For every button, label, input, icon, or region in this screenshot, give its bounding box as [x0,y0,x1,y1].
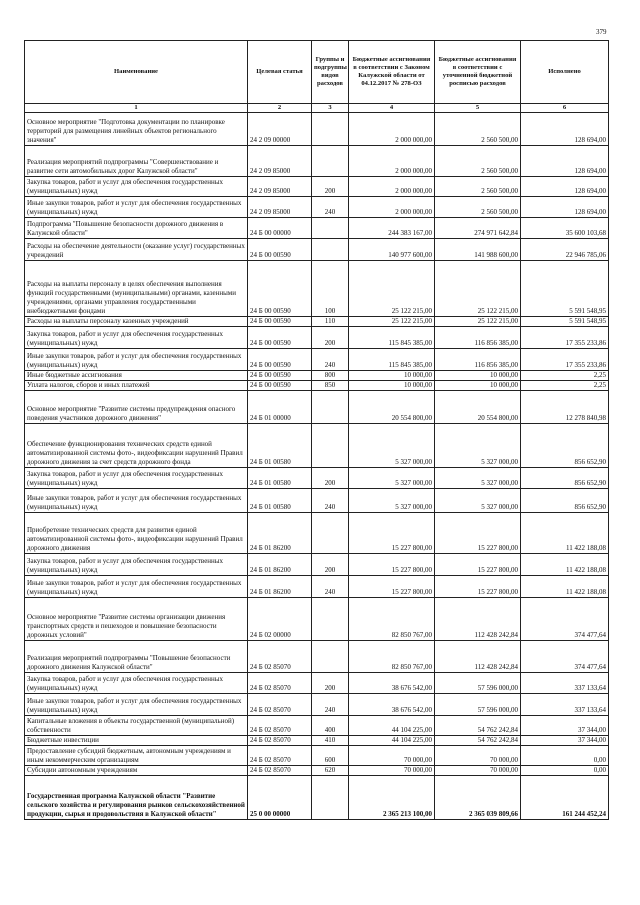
table-row [25,513,609,554]
row-done-cell: 374 477,64 [521,598,609,641]
row-kind-cell: 200 [312,468,349,489]
column-number: 3 [312,104,349,113]
table-row [25,489,609,513]
table-row [25,391,609,424]
row-list-cell: 5 327 000,00 [435,424,521,468]
row-law-cell: 5 327 000,00 [349,489,435,513]
row-law-cell: 25 122 215,00 [349,261,435,317]
column-number-row [25,104,609,113]
row-code-cell: 24 Б 00 00590 [248,317,312,327]
row-done-cell: 0,00 [521,766,609,776]
budget-table [24,40,609,820]
row-law-cell: 2 365 213 100,00 [349,776,435,820]
row-done-cell: 2,25 [521,381,609,391]
row-list-cell: 274 971 642,84 [435,218,521,239]
row-code-cell: 24 Б 01 86200 [248,513,312,554]
row-list-cell: 10 000,00 [435,371,521,381]
header-code: Целевая статья [248,41,312,104]
row-name-cell: Закупка товаров, работ и услуг для обеспечения государственных (муниципальных) нужд [25,673,248,694]
row-name-cell: Закупка товаров, работ и услуг для обеспечения государственных (муниципальных) нужд [25,177,248,197]
row-law-cell: 5 327 000,00 [349,424,435,468]
row-code-cell: 24 Б 00 00590 [248,371,312,381]
table-row [25,424,609,468]
row-kind-cell [312,424,349,468]
table-row [25,197,609,218]
row-law-cell: 115 845 385,00 [349,349,435,371]
row-law-cell: 15 227 800,00 [349,554,435,576]
row-list-cell: 116 856 385,00 [435,327,521,349]
row-code-cell: 24 Б 00 00590 [248,261,312,317]
column-number: 4 [349,104,435,113]
row-done-cell: 337 133,64 [521,694,609,716]
row-code-cell: 24 2 09 85000 [248,177,312,197]
row-list-cell: 25 122 215,00 [435,261,521,317]
row-name-cell: Обеспечение функционирования технических средств единой автоматизированной системы фото-, видеофиксации нарушений Правил дорожного движения за счет средств дорожного фонда [25,424,248,468]
table-row [25,218,609,239]
row-done-cell: 856 652,90 [521,424,609,468]
row-law-cell: 10 000,00 [349,381,435,391]
row-code-cell: 24 Б 02 85070 [248,641,312,673]
row-law-cell: 244 383 167,00 [349,218,435,239]
row-name-cell: Расходы на выплаты персоналу в целях обеспечения выполнения функций государственными (муниципальными) органами, казенными учреждениями, органами управления государственными внебюджетными фондами [25,261,248,317]
row-code-cell: 24 Б 02 85070 [248,716,312,736]
row-code-cell: 24 Б 01 00580 [248,489,312,513]
row-law-cell: 2 000 000,00 [349,197,435,218]
row-kind-cell: 240 [312,197,349,218]
table-row [25,349,609,371]
row-kind-cell [312,146,349,177]
row-code-cell: 24 Б 02 00000 [248,598,312,641]
table-row [25,641,609,673]
row-name-cell: Закупка товаров, работ и услуг для обеспечения государственных (муниципальных) нужд [25,554,248,576]
table-row [25,716,609,736]
row-name-cell: Иные закупки товаров, работ и услуг для обеспечения государственных (муниципальных) нужд [25,349,248,371]
row-code-cell: 24 Б 00 00590 [248,239,312,261]
table-row [25,694,609,716]
row-list-cell: 70 000,00 [435,746,521,766]
table-row [25,468,609,489]
row-name-cell: Закупка товаров, работ и услуг для обеспечения государственных (муниципальных) нужд [25,468,248,489]
row-name-cell: Иные закупки товаров, работ и услуг для обеспечения государственных (муниципальных) нужд [25,694,248,716]
row-list-cell: 2 560 500,00 [435,113,521,146]
row-done-cell: 11 422 188,08 [521,513,609,554]
row-name-cell: Подпрограмма "Повышение безопасности дорожного движения в Калужской области" [25,218,248,239]
table-row [25,146,609,177]
row-list-cell: 2 560 500,00 [435,197,521,218]
row-list-cell: 141 988 600,00 [435,239,521,261]
row-done-cell: 11 422 188,08 [521,554,609,576]
table-row [25,317,609,327]
row-kind-cell: 100 [312,261,349,317]
row-done-cell: 2,25 [521,371,609,381]
row-law-cell: 5 327 000,00 [349,468,435,489]
row-kind-cell: 200 [312,554,349,576]
table-row [25,576,609,598]
row-name-cell: Уплата налогов, сборов и иных платежей [25,381,248,391]
row-name-cell: Иные бюджетные ассигнования [25,371,248,381]
row-name-cell: Расходы на выплаты персоналу казенных учреждений [25,317,248,327]
row-law-cell: 82 850 767,00 [349,598,435,641]
row-done-cell: 856 652,90 [521,489,609,513]
table-row [25,177,609,197]
table-body [25,113,609,820]
row-kind-cell [312,391,349,424]
row-done-cell: 128 694,00 [521,197,609,218]
table-row [25,327,609,349]
row-list-cell: 116 856 385,00 [435,349,521,371]
row-done-cell: 337 133,64 [521,673,609,694]
table-row [25,554,609,576]
row-list-cell: 15 227 800,00 [435,576,521,598]
row-list-cell: 5 327 000,00 [435,489,521,513]
row-list-cell: 15 227 800,00 [435,513,521,554]
row-list-cell: 20 554 800,00 [435,391,521,424]
table-row [25,766,609,776]
row-list-cell: 2 560 500,00 [435,146,521,177]
row-done-cell: 35 600 103,68 [521,218,609,239]
row-code-cell: 24 Б 00 00590 [248,327,312,349]
row-done-cell: 17 355 233,86 [521,327,609,349]
row-kind-cell: 850 [312,381,349,391]
row-done-cell: 0,00 [521,746,609,766]
row-done-cell: 5 591 548,95 [521,317,609,327]
row-kind-cell: 800 [312,371,349,381]
table-row [25,113,609,146]
row-law-cell: 140 977 600,00 [349,239,435,261]
row-list-cell: 15 227 800,00 [435,554,521,576]
row-list-cell: 2 560 500,00 [435,177,521,197]
row-kind-cell [312,239,349,261]
column-number: 1 [25,104,248,113]
header-list: Бюджетные ассигнования в соответствии с уточненной бюджетной росписью расходов [435,41,521,104]
row-code-cell: 24 Б 02 85070 [248,673,312,694]
row-code-cell: 24 Б 00 00590 [248,381,312,391]
row-list-cell: 54 762 242,84 [435,736,521,746]
row-kind-cell [312,513,349,554]
row-kind-cell [312,776,349,820]
row-list-cell: 112 428 242,84 [435,641,521,673]
row-law-cell: 70 000,00 [349,746,435,766]
row-name-cell: Государственная программа Калужской области "Развитие сельского хозяйства и регулирования рынков сельскохозяйственной продукции, сырья и продовольствия в Калужской области" [25,776,248,820]
row-law-cell: 20 554 800,00 [349,391,435,424]
row-list-cell: 54 762 242,84 [435,716,521,736]
row-name-cell: Субсидии автономным учреждениям [25,766,248,776]
row-done-cell: 161 244 452,24 [521,776,609,820]
row-done-cell: 374 477,64 [521,641,609,673]
row-name-cell: Реализация мероприятий подпрограммы "Повышение безопасности дорожного движения Калужской области" [25,641,248,673]
row-code-cell: 24 2 09 00000 [248,113,312,146]
row-kind-cell: 410 [312,736,349,746]
row-code-cell: 24 2 09 85000 [248,197,312,218]
row-kind-cell: 620 [312,766,349,776]
row-code-cell: 24 Б 01 00580 [248,468,312,489]
row-name-cell: Иные закупки товаров, работ и услуг для обеспечения государственных (муниципальных) нужд [25,197,248,218]
table-row [25,381,609,391]
row-done-cell: 17 355 233,86 [521,349,609,371]
row-name-cell: Основное мероприятие "Развитие системы организации движения транспортных средств и пешеходов и повышение безопасности дорожных условий" [25,598,248,641]
table-row [25,746,609,766]
row-kind-cell [312,641,349,673]
row-list-cell: 10 000,00 [435,381,521,391]
row-kind-cell: 600 [312,746,349,766]
row-kind-cell [312,218,349,239]
row-list-cell: 57 596 000,00 [435,694,521,716]
page-number: 379 [596,28,607,36]
row-code-cell: 24 Б 01 86200 [248,554,312,576]
row-law-cell: 44 104 225,00 [349,716,435,736]
header-kind: Группы и подгруппы видов расходов [312,41,349,104]
row-list-cell: 57 596 000,00 [435,673,521,694]
row-list-cell: 112 428 242,84 [435,598,521,641]
table-row [25,776,609,820]
row-kind-cell: 110 [312,317,349,327]
row-code-cell: 24 Б 02 85070 [248,736,312,746]
table-row [25,371,609,381]
row-list-cell: 5 327 000,00 [435,468,521,489]
row-kind-cell: 240 [312,349,349,371]
table-row [25,736,609,746]
row-law-cell: 44 104 225,00 [349,736,435,746]
row-done-cell: 5 591 548,95 [521,261,609,317]
row-name-cell: Иные закупки товаров, работ и услуг для обеспечения государственных (муниципальных) нужд [25,576,248,598]
column-number: 6 [521,104,609,113]
row-name-cell: Расходы на обеспечение деятельности (оказание услуг) государственных учреждений [25,239,248,261]
row-code-cell: 24 Б 00 00000 [248,218,312,239]
header-law: Бюджетные ассигнования в соответствии с Законом Калужской области от 04.12.2017 № 278-ОЗ [349,41,435,104]
row-list-cell: 70 000,00 [435,766,521,776]
row-name-cell: Иные закупки товаров, работ и услуг для обеспечения государственных (муниципальных) нужд [25,489,248,513]
row-kind-cell: 240 [312,694,349,716]
row-list-cell: 25 122 215,00 [435,317,521,327]
column-number: 5 [435,104,521,113]
row-done-cell: 37 344,00 [521,736,609,746]
row-kind-cell: 240 [312,489,349,513]
row-code-cell: 24 Б 02 85070 [248,766,312,776]
row-law-cell: 115 845 385,00 [349,327,435,349]
row-done-cell: 22 946 785,06 [521,239,609,261]
row-name-cell: Предоставление субсидий бюджетным, автономным учреждениям и иным некоммерческим организациям [25,746,248,766]
row-law-cell: 38 676 542,00 [349,694,435,716]
row-law-cell: 15 227 800,00 [349,513,435,554]
table-row [25,673,609,694]
table-row [25,261,609,317]
row-kind-cell: 200 [312,177,349,197]
row-name-cell: Приобретение технических средств для развития единой автоматизированной системы фото-, видеофиксации нарушений Правил дорожного движения [25,513,248,554]
table-row [25,239,609,261]
row-kind-cell: 400 [312,716,349,736]
row-kind-cell [312,598,349,641]
row-law-cell: 10 000,00 [349,371,435,381]
column-number: 2 [248,104,312,113]
row-kind-cell: 200 [312,327,349,349]
row-done-cell: 856 652,90 [521,468,609,489]
row-code-cell: 24 Б 02 85070 [248,746,312,766]
row-name-cell: Закупка товаров, работ и услуг для обеспечения государственных (муниципальных) нужд [25,327,248,349]
row-list-cell: 2 365 039 809,66 [435,776,521,820]
row-kind-cell: 240 [312,576,349,598]
row-code-cell: 25 0 00 00000 [248,776,312,820]
row-law-cell: 25 122 215,00 [349,317,435,327]
header-done: Исполнено [521,41,609,104]
row-done-cell: 128 694,00 [521,177,609,197]
row-name-cell: Бюджетные инвестиции [25,736,248,746]
row-law-cell: 70 000,00 [349,766,435,776]
row-done-cell: 37 344,00 [521,716,609,736]
header-row [25,41,609,104]
table-row [25,598,609,641]
row-law-cell: 2 000 000,00 [349,146,435,177]
row-code-cell: 24 Б 01 00000 [248,391,312,424]
row-name-cell: Основное мероприятие "Подготовка документации по планировке территорий для размещения линейных объектов регионального значения" [25,113,248,146]
row-code-cell: 24 Б 01 00580 [248,424,312,468]
row-kind-cell [312,113,349,146]
row-done-cell: 11 422 188,08 [521,576,609,598]
row-name-cell: Реализация мероприятий подпрограммы "Совершенствование и развитие сети автомобильных дорог Калужской области" [25,146,248,177]
row-code-cell: 24 2 09 85000 [248,146,312,177]
row-done-cell: 12 278 840,98 [521,391,609,424]
row-code-cell: 24 Б 00 00590 [248,349,312,371]
row-name-cell: Основное мероприятие "Развитие системы предупреждения опасного поведения участников дорожного движения" [25,391,248,424]
row-law-cell: 15 227 800,00 [349,576,435,598]
row-code-cell: 24 Б 01 86200 [248,576,312,598]
row-kind-cell: 200 [312,673,349,694]
row-law-cell: 82 850 767,00 [349,641,435,673]
row-code-cell: 24 Б 02 85070 [248,694,312,716]
row-done-cell: 128 694,00 [521,113,609,146]
row-law-cell: 38 676 542,00 [349,673,435,694]
row-law-cell: 2 000 000,00 [349,113,435,146]
row-name-cell: Капитальные вложения в объекты государственной (муниципальной) собственности [25,716,248,736]
row-law-cell: 2 000 000,00 [349,177,435,197]
header-name: Наименование [25,41,248,104]
row-done-cell: 128 694,00 [521,146,609,177]
